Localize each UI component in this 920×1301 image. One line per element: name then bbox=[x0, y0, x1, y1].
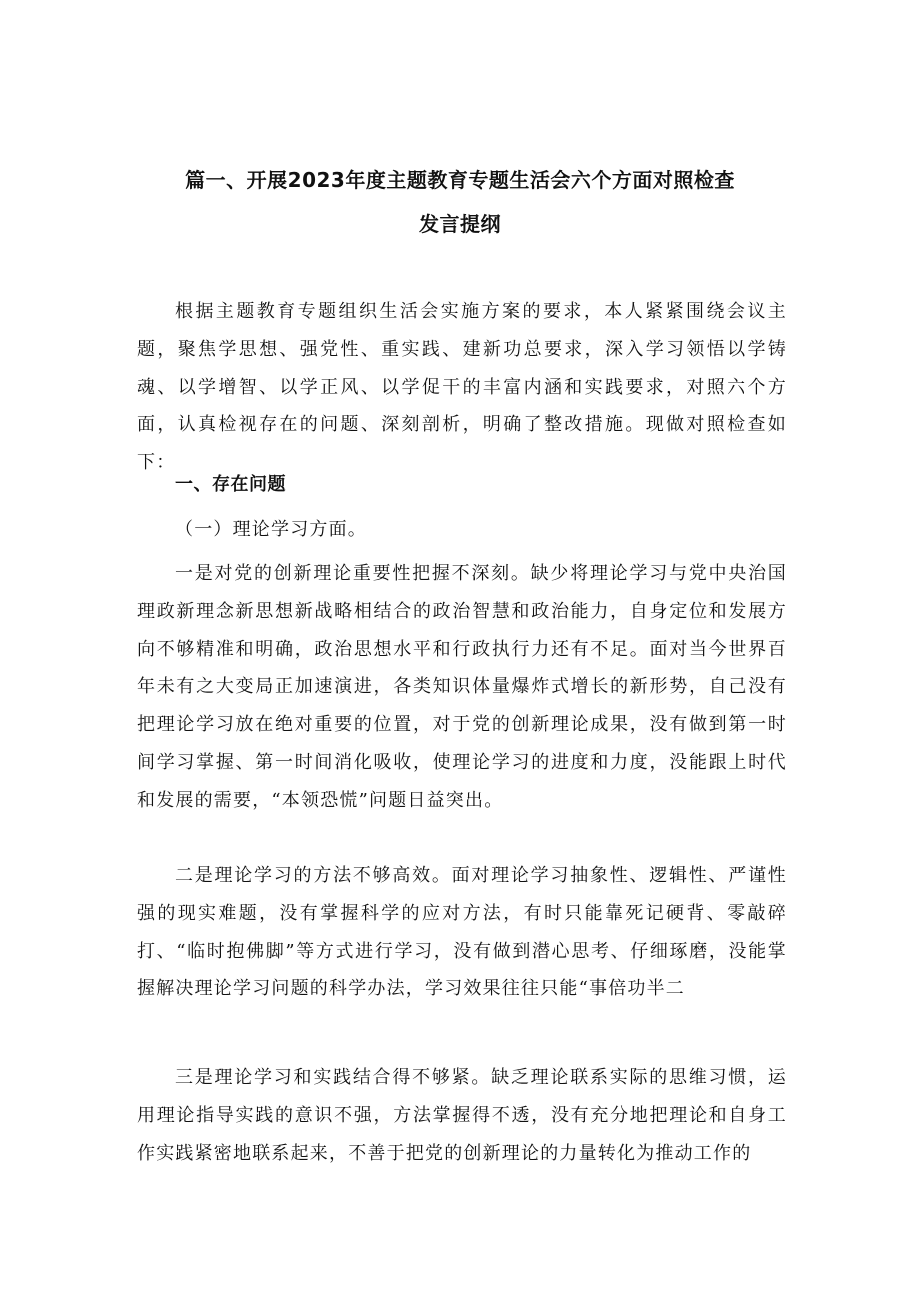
paragraph-point-three: 三是理论学习和实践结合得不够紧。缺乏理论联系实际的思维习惯，运用理论指导实践的意识不强，方法掌握得不透，没有充分地把理论和自身工作实践紧密地联系起来，不善于把党的创新理论的力量转化为推动工作的 bbox=[137, 1067, 787, 1164]
intro-paragraph: 根据主题教育专题组织生活会实施方案的要求，本人紧紧围绕会议主题，聚焦学思想、强党性、重实践、建新功总要求，深入学习领悟以学铸魂、以学增智、以学正风、以学促干的丰富内涵和实践要求，对照六个方面，认真检视存在的问题、深刻剖析，明确了整改措施。现做对照检查如下： bbox=[137, 301, 787, 474]
document-title-line2: 发言提纲 bbox=[419, 212, 501, 236]
subsection-heading-theory: （一）理论学习方面。 bbox=[175, 519, 367, 540]
paragraph-point-two: 二是理论学习的方法不够高效。面对理论学习抽象性、逻辑性、严谨性强的现实难题，没有掌握科学的应对方法，有时只能靠死记硬背、零敲碎打、“临时抱佛脚”等方式进行学习，没有做到潜心思考、仔细琢磨，没能掌握解决理论学习问题的科学办法，学习效果往往只能“事倍功半二 bbox=[137, 865, 787, 1000]
section-heading-problems: 一、存在问题 bbox=[175, 474, 286, 495]
paragraph-point-one: 一是对党的创新理论重要性把握不深刻。缺少将理论学习与党中央治国理政新理念新思想新战略相结合的政治智慧和政治能力，自身定位和发展方向不够精准和明确，政治思想水平和行政执行力还有不足。面对当今世界百年未有之大变局正加速演进，各类知识体量爆炸式增长的新形势，自己没有把理论学习放在绝对重要的位置，对于党的创新理论成果，没有做到第一时间学习掌握、第一时间消化吸收，使理论学习的进度和力度，没能跟上时代和发展的需要，“本领恐慌”问题日益突出。 bbox=[137, 563, 787, 811]
document-title-line1: 篇一、开展2023年度主题教育专题生活会六个方面对照检查 bbox=[185, 168, 735, 192]
